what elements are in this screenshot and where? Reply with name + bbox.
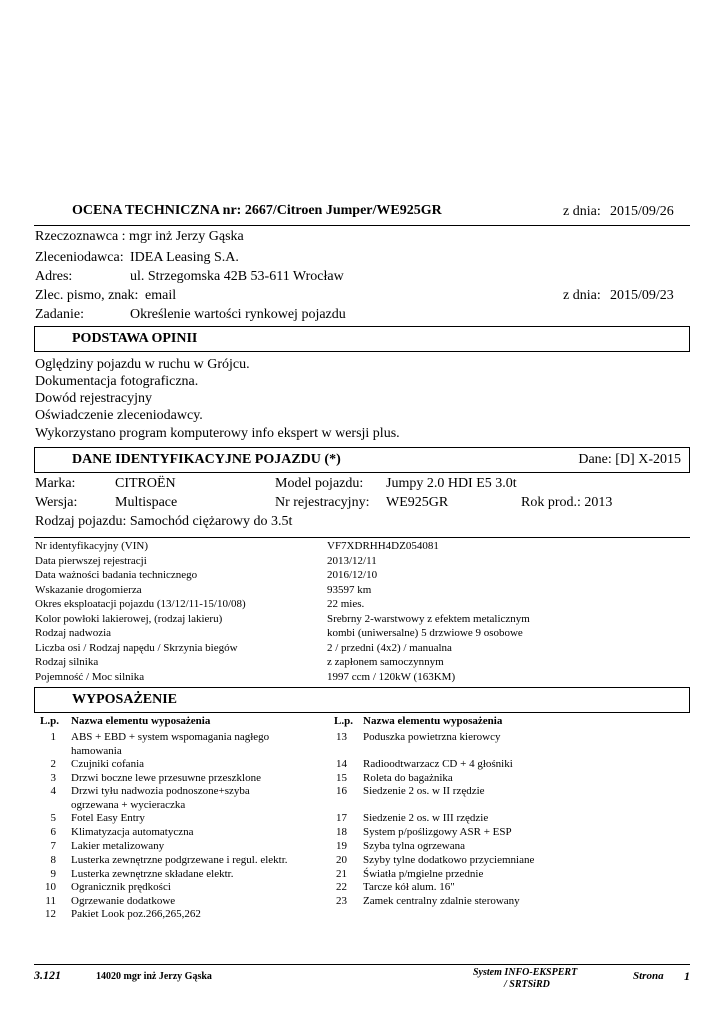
date-label: z dnia: — [563, 204, 601, 219]
equipment-item: Czujniki cofania — [71, 758, 145, 770]
basis-line: Oświadczenie zleceniodawcy. — [35, 408, 203, 423]
footer-page-number: 1 — [684, 969, 690, 983]
equipment-number: 9 — [50, 868, 56, 880]
equipment-number: 11 — [45, 895, 56, 907]
equipment-number: 17 — [336, 812, 347, 824]
basis-title: PODSTAWA OPINII — [72, 331, 198, 346]
data-source: Dane: [D] X-2015 — [578, 452, 681, 467]
equipment-item: Roleta do bagażnika — [363, 771, 453, 784]
equipment-number: 14 — [336, 758, 347, 770]
details-rule — [34, 537, 690, 538]
equipment-item: Siedzenie 2 os. w III rzędzie — [363, 812, 489, 824]
basis-line: Wykorzystano program komputerowy info ekspert w wersji plus. — [35, 426, 400, 441]
equipment-number: 22 — [336, 881, 347, 893]
equipment-item: Ogrzewanie dodatkowe — [71, 895, 176, 907]
equipment-item: Radioodtwarzacz CD + 4 głośniki — [363, 758, 513, 770]
equipment-number: 19 — [336, 840, 347, 852]
detail-label: Data pierwszej rejestracji — [35, 554, 147, 567]
reg-label: Nr rejestracyjny: — [275, 495, 370, 510]
equipment-item: Tarcze kół alum. 16" — [363, 881, 455, 893]
detail-value: 1997 ccm / 120kW (163KM) — [327, 670, 456, 683]
detail-label: Liczba osi / Rodzaj napędu / Skrzynia biegów — [35, 641, 238, 654]
detail-value: 2 / przedni (4x2) / manualna — [327, 641, 452, 654]
footer-page-label: Strona — [633, 970, 664, 982]
equipment-number: 8 — [50, 854, 56, 866]
equipment-number: 2 — [50, 758, 56, 770]
equipment-item: Lakier metalizowany — [71, 840, 165, 852]
basis-line: Oględziny pojazdu w ruchu w Grójcu. — [35, 357, 250, 372]
equipment-item: Światła p/mgielne przednie — [363, 868, 484, 880]
basis-section-header — [34, 326, 690, 352]
detail-value: 22 mies. — [327, 598, 365, 610]
version-label: Wersja: — [35, 495, 78, 510]
detail-value: 93597 km — [327, 583, 372, 596]
order-date-label: z dnia: — [563, 288, 601, 303]
equipment-number: 20 — [336, 854, 347, 866]
equipment-item: Lusterka zewnętrzne podgrzewane i regul. elektr. — [71, 854, 288, 866]
equipment-number: 1 — [50, 731, 56, 743]
document-date: 2015/09/26 — [610, 204, 674, 219]
equipment-number: 3 — [50, 771, 56, 784]
make-label: Marka: — [35, 476, 76, 491]
equipment-number: 13 — [336, 731, 347, 743]
model: Jumpy 2.0 HDI E5 3.0t — [386, 476, 517, 491]
detail-label: Okres eksploatacji pojazdu (13/12/11-15/10/08) — [35, 598, 246, 610]
detail-label: Rodzaj silnika — [35, 656, 99, 668]
col-lp: L.p. — [40, 715, 59, 727]
client-address: ul. Strzegomska 42B 53-611 Wrocław — [130, 269, 344, 284]
vehicle-type: Rodzaj pojazdu: Samochód ciężarowy do 3.5t — [35, 514, 293, 529]
equipment-item: Drzwi boczne lewe przesuwne przeszklone — [71, 771, 261, 784]
detail-value: 2013/12/11 — [327, 554, 377, 567]
equipment-title: WYPOSAŻENIE — [72, 692, 178, 707]
client-name: IDEA Leasing S.A. — [130, 250, 239, 265]
make: CITROËN — [115, 476, 176, 491]
basis-line: Dokumentacja fotograficzna. — [35, 374, 199, 389]
detail-label: Data ważności badania technicznego — [35, 569, 198, 581]
reg-number: WE925GR — [386, 495, 449, 510]
equipment-item: Siedzenie 2 os. w II rzędzie — [363, 785, 485, 797]
equipment-item: Szyba tylna ogrzewana — [363, 840, 466, 852]
col-lp: L.p. — [334, 715, 353, 727]
equipment-item: ABS + EBD + system wspomagania nagłego hamowania — [71, 731, 270, 757]
ident-section-header — [34, 447, 690, 473]
equipment-number: 18 — [336, 826, 347, 838]
address-label: Adres: — [35, 269, 73, 284]
equipment-number: 21 — [336, 868, 347, 880]
equipment-item: Drzwi tyłu nadwozia podnoszone+szyba ogrzewana + wycieraczka — [71, 785, 250, 811]
footer-system: System INFO-EKSPERT — [473, 967, 578, 978]
detail-value: 2016/12/10 — [327, 569, 378, 581]
equipment-item: Poduszka powietrzna kierowcy — [363, 731, 501, 743]
equipment-number: 10 — [45, 881, 56, 893]
detail-label: Pojemność / Moc silnika — [35, 670, 145, 683]
order-date: 2015/09/23 — [610, 288, 674, 303]
order-ref: email — [145, 288, 177, 303]
equipment-item: Klimatyzacja automatyczna — [71, 826, 194, 838]
equipment-number: 12 — [45, 908, 56, 920]
footer-system-org: / SRTSiRD — [504, 979, 550, 990]
equipment-item: Ogranicznik prędkości — [71, 881, 171, 893]
equipment-number: 15 — [336, 771, 347, 784]
col-name: Nazwa elementu wyposażenia — [363, 715, 503, 727]
detail-label: Rodzaj nadwozia — [35, 627, 112, 639]
equipment-number: 16 — [336, 785, 347, 797]
equipment-section-header — [34, 687, 690, 713]
expert: Rzeczoznawca : mgr inż Jerzy Gąska — [35, 229, 244, 244]
header-rule — [34, 225, 690, 226]
equipment-item: Lusterka zewnętrzne składane elektr. — [71, 868, 234, 880]
model-label: Model pojazdu: — [275, 476, 364, 491]
document-title: OCENA TECHNICZNA nr: 2667/Citroen Jumper/WE925GR — [72, 203, 442, 218]
task: Określenie wartości rynkowej pojazdu — [130, 307, 346, 322]
task-label: Zadanie: — [35, 307, 84, 322]
equipment-item: System p/poślizgowy ASR + ESP — [363, 826, 512, 838]
detail-value: kombi (uniwersalne) 5 drzwiowe 9 osobowe — [327, 627, 523, 639]
footer-rule — [34, 964, 690, 965]
col-name: Nazwa elementu wyposażenia — [71, 715, 211, 727]
order-label: Zlec. pismo, znak: — [35, 288, 139, 303]
production-year: Rok prod.: 2013 — [521, 495, 613, 510]
detail-label: Kolor powłoki lakierowej, (rodzaj lakieru) — [35, 612, 223, 625]
footer-author: 14020 mgr inż Jerzy Gąska — [96, 971, 212, 982]
detail-value: z zapłonem samoczynnym — [327, 656, 444, 668]
client-label: Zleceniodawca: — [35, 250, 124, 265]
equipment-item: Fotel Easy Entry — [71, 812, 145, 824]
ident-title: DANE IDENTYFIKACYJNE POJAZDU (*) — [72, 452, 341, 467]
equipment-number: 23 — [336, 895, 347, 907]
version: Multispace — [115, 495, 178, 510]
basis-line: Dowód rejestracyjny — [35, 391, 153, 406]
detail-label: Nr identyfikacyjny (VIN) — [35, 540, 149, 552]
equipment-number: 4 — [50, 785, 56, 797]
equipment-number: 5 — [50, 812, 56, 824]
detail-label: Wskazanie drogomierza — [35, 583, 142, 596]
detail-value: VF7XDRHH4DZ054081 — [327, 540, 439, 552]
footer-code: 3.121 — [34, 968, 61, 982]
equipment-number: 6 — [50, 826, 56, 838]
equipment-number: 7 — [50, 840, 56, 852]
equipment-item: Zamek centralny zdalnie sterowany — [363, 895, 520, 907]
equipment-item: Pakiet Look poz.266,265,262 — [71, 908, 201, 920]
equipment-item: Szyby tylne dodatkowo przyciemniane — [363, 854, 535, 866]
detail-value: Srebrny 2-warstwowy z efektem metalicznym — [327, 612, 530, 625]
